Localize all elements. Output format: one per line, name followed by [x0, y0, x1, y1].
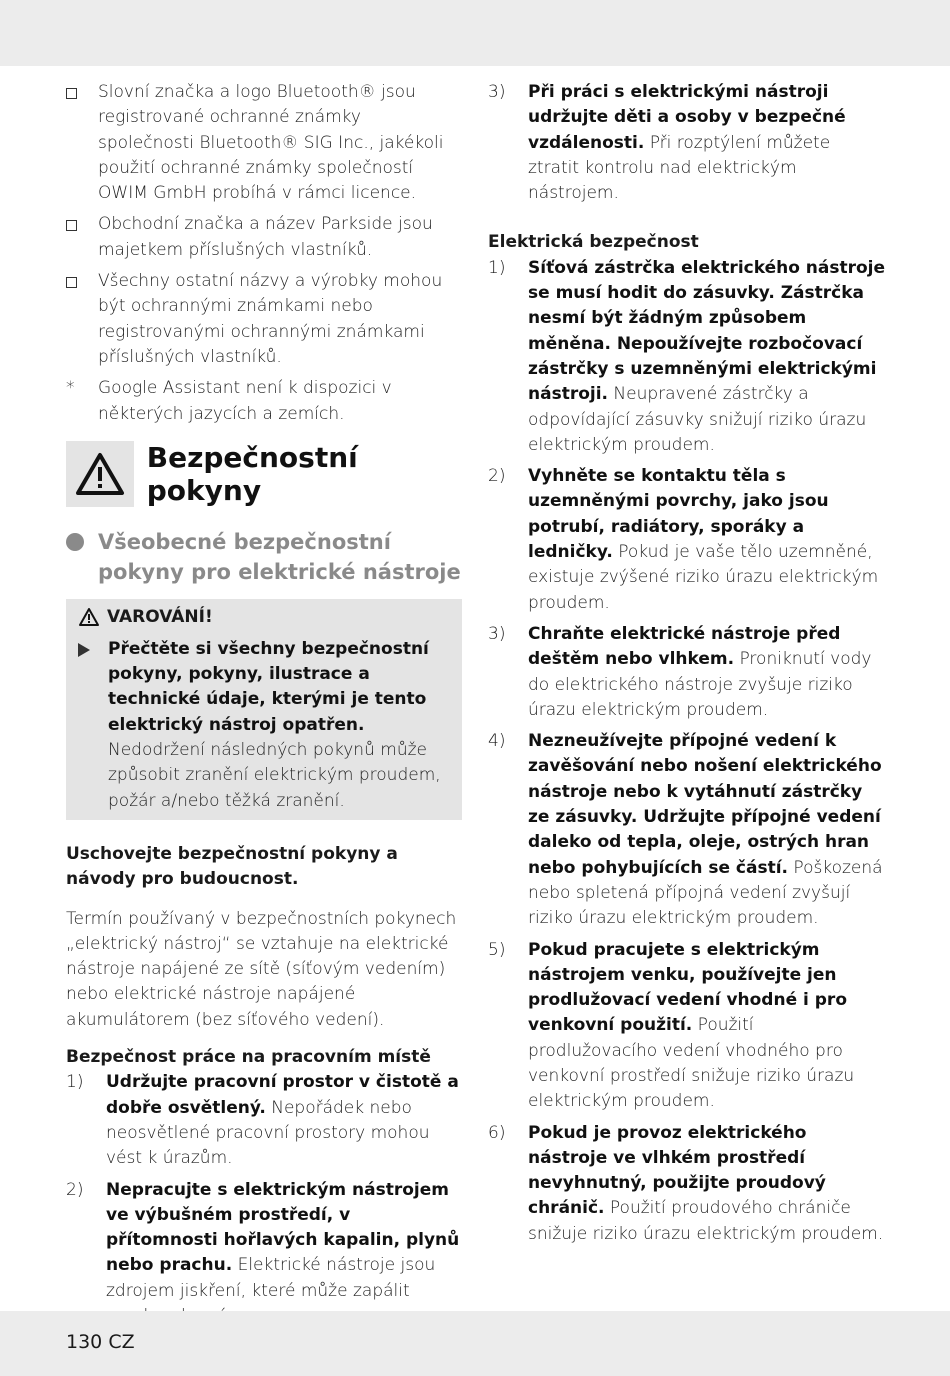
item-number: 4) — [488, 731, 506, 752]
bullet-text: Slovní značka a logo Bluetooth® jsou registrované ochranné známky společnosti Bluetooth® SIG Inc., jakékoli použití ochranné známky společností OWIM GmbH probíhá v rámci licence. — [98, 82, 444, 204]
warning-body — [78, 635, 456, 814]
workplace-safety-heading: Bezpečnost práce na pracovním místě — [66, 1047, 431, 1068]
numbered-item — [66, 1070, 462, 1171]
language-code: CZ — [108, 1331, 135, 1353]
item-text: Elektrické nástroje jsou zdrojem jiskření, které může zapálit — [106, 1255, 436, 1301]
page-number: 130 — [66, 1331, 103, 1353]
footer-band — [0, 1311, 950, 1376]
header-band — [0, 0, 950, 66]
keep-instructions-heading: Uschovejte bezpečnostní pokyny a návody pro budoucnost. — [66, 843, 398, 890]
item-text: Poškozená nebo spletená přípojná vedení zvyšují riziko úrazu elektrickým proudem. — [528, 857, 883, 929]
item-number: 5) — [488, 939, 506, 960]
item-bold-text: Při práci s elektrickými nástroji udržujte děti a osoby v bezpečné vzdálenosti. — [528, 82, 846, 153]
item-bold-text: Nepracujte s elektrickým nástrojem ve výbušném prostředí, v přítomnosti hořlavých kapalin, plynů nebo prachu. — [106, 1179, 460, 1276]
bullet-dot-icon — [66, 533, 84, 551]
item-number: 2) — [66, 1179, 84, 1200]
item-number: 3) — [488, 623, 506, 644]
checkbox-bullet-icon — [66, 277, 77, 288]
subsection-heading-text: Všeobecné bezpečnostní pokyny pro elektrické nástroje — [98, 529, 461, 584]
item-bold-text: Síťová zástrčka elektrického nástroje se musí hodit do zásuvky. Zástrčka nesmí být žádným způsobem měněna. Nepoužívejte rozbočovací zástrčky s uzemněnými elektrickými nástroji. — [528, 257, 886, 405]
numbered-item — [488, 622, 886, 723]
numbered-item — [488, 1121, 886, 1247]
warning-box — [66, 599, 462, 820]
right-column — [488, 80, 886, 1253]
item-text: Použití proudového chrániče snižuje riziko úrazu elektrickým proudem. — [528, 1198, 884, 1244]
item-bold-text: Chraňte elektrické nástroje před deštěm nebo vlhkem. — [528, 623, 841, 670]
numbered-item — [66, 1178, 462, 1330]
item-text: Proniknutí vody do elektrického nástroje zvyšuje riziko úrazu elektrickým proudem. — [528, 649, 872, 720]
item-bold-text: Pokud pracujete s elektrickým nástrojem venku, používejte jen prodlužovací vedení vhodné i pro venkovní použití. — [528, 939, 847, 1036]
footnote-text: Google Assistant není k dispozici v některých jazycích a zemích. — [98, 378, 392, 424]
item-text: Použití prodlužovacího vedení vhodného pro venkovní prostředí snižuje riziko úrazu elektrickým proudem. — [528, 1015, 855, 1112]
page-footer — [66, 1331, 135, 1353]
warning-triangle-icon — [66, 441, 134, 507]
item-number: 3) — [488, 82, 506, 102]
numbered-item — [488, 729, 886, 931]
checkbox-bullet-icon — [66, 88, 77, 99]
numbered-item — [488, 80, 886, 206]
bullet-item — [66, 80, 462, 206]
bullet-text: Všechny ostatní názvy a výrobky mohou být ochrannými známkami nebo registrovanými ochrannými známkami příslušných vlastníků. — [98, 271, 443, 367]
item-text: Neupravené zástrčky a odpovídající zásuvky snižují riziko úrazu elektrickým proudem. — [528, 384, 867, 455]
warning-bold-text: Přečtěte si všechny bezpečnostní pokyny, pokyny, ilustrace a technické údaje, kterými je tento elektrický nástroj opatřen. — [108, 638, 429, 735]
numbered-item — [488, 256, 886, 458]
item-text: Při rozptýlení můžete ztratit kontrolu nad elektrickým nástrojem. — [528, 132, 831, 204]
footnote-item — [66, 376, 462, 427]
warning-small-icon — [78, 607, 100, 627]
item-bold-text: Udržujte pracovní prostor v čistotě a dobře osvětlený. — [106, 1072, 459, 1118]
subsection-heading — [66, 527, 462, 587]
numbered-item — [488, 464, 886, 616]
arrow-right-icon — [78, 643, 90, 657]
item-number: 2) — [488, 466, 506, 487]
item-number: 1) — [488, 257, 506, 278]
item-bold-text: Pokud je provoz elektrického nástroje ve vlhkém prostředí nevyhnutný, použijte proudový chránič. — [528, 1122, 826, 1219]
electrical-safety-heading: Elektrická bezpečnost — [488, 232, 699, 253]
item-text: Nepořádek nebo neosvětlené pracovní prostory mohou vést k úrazům. — [106, 1097, 430, 1169]
item-number: 6) — [488, 1122, 506, 1143]
item-number: 1) — [66, 1072, 84, 1093]
warning-text: Nedodržení následných pokynů může způsobit zranění elektrickým proudem, požár a/nebo těžká zranění. — [108, 740, 441, 811]
bullet-item — [66, 212, 462, 263]
asterisk-mark: * — [66, 378, 75, 399]
checkbox-bullet-icon — [66, 220, 77, 231]
item-text: Pokud je vaše tělo uzemněné, existuje zvýšené riziko úrazu elektrickým proudem. — [528, 542, 879, 613]
item-bold-text: Nezneužívejte přípojné vedení k zavěšování nebo nošení elektrického nástroje nebo k vytáhnutí zástrčky ze zásuvky. Udržujte přípojné vedení daleko od tepla, oleje, ostrých hran nebo pohybujících se částí. — [528, 731, 882, 878]
numbered-item — [488, 938, 886, 1115]
item-bold-text: Vyhněte se kontaktu těla s uzemněnými povrchy, jako jsou potrubí, radiátory, sporáky a ledničky. — [528, 466, 829, 563]
left-column — [66, 80, 462, 1335]
warning-header — [78, 599, 456, 635]
bullet-text: Obchodní značka a název Parkside jsou majetkem příslušných vlastníků. — [98, 214, 433, 260]
warning-label: VAROVÁNÍ! — [107, 606, 213, 627]
section-title-bar — [66, 441, 462, 507]
bullet-item — [66, 269, 462, 370]
term-paragraph: Termín používaný v bezpečnostních pokynech „elektrický nástroj“ se vztahuje na elektrické nástroje napájené ze sítě (síťovým vedením) nebo elektrické nástroje napájené akumulátorem (bez síťového vedení). — [66, 908, 457, 1030]
page-title: Bezpečnostní pokyny — [146, 440, 358, 507]
